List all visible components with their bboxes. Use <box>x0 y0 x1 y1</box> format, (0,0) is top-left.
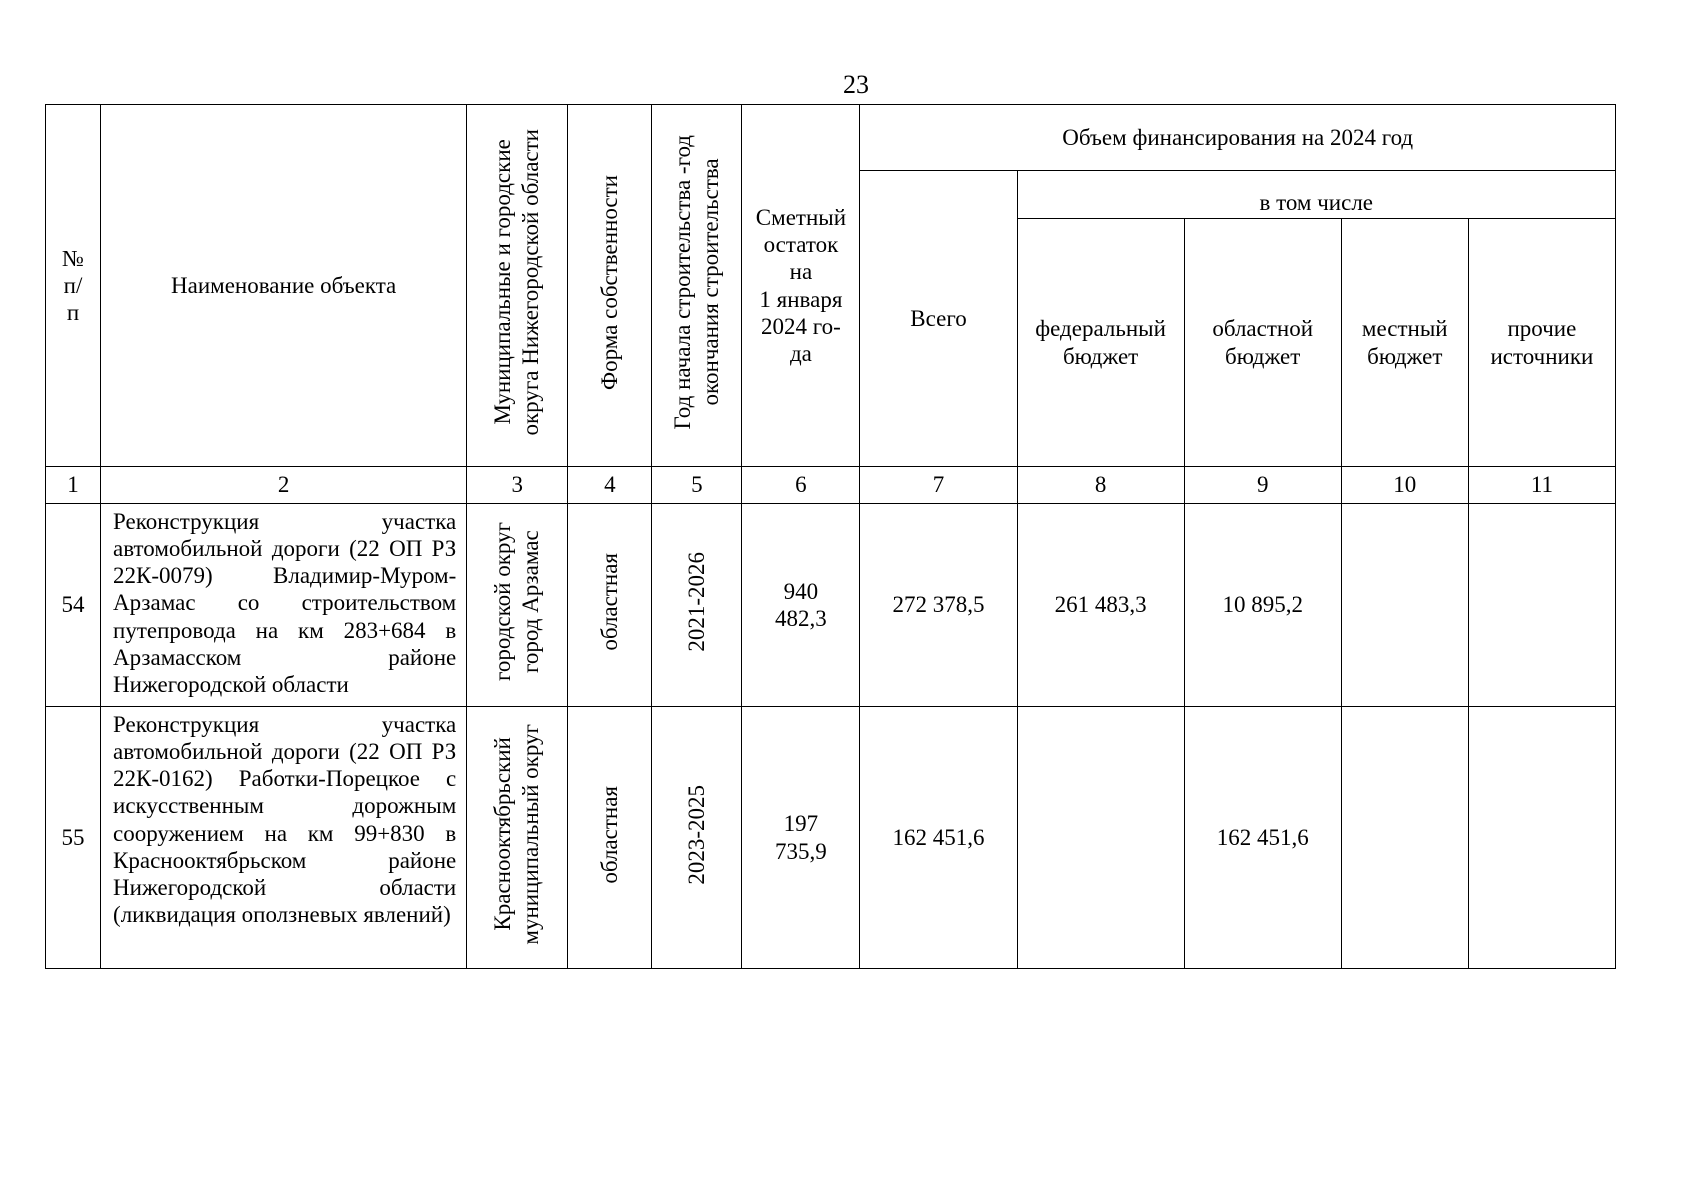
column-number: 3 <box>467 467 568 504</box>
column-number: 4 <box>568 467 652 504</box>
header-number: № п/ п <box>46 105 101 467</box>
construction-years: 2021-2026 <box>652 504 742 707</box>
municipality: городской округ город Арзамас <box>467 504 568 707</box>
investment-table <box>45 104 1616 969</box>
regional-amount: 162 451,6 <box>1184 707 1341 969</box>
row-number: 55 <box>46 707 101 969</box>
column-number: 5 <box>652 467 742 504</box>
regional-amount: 10 895,2 <box>1184 504 1341 707</box>
municipality: Краснооктябрьский муниципальный округ <box>467 707 568 969</box>
other-amount <box>1468 707 1615 969</box>
local-amount <box>1341 707 1468 969</box>
total-amount: 162 451,6 <box>860 707 1017 969</box>
ownership: областная <box>568 504 652 707</box>
header-local: местный бюджет <box>1341 219 1468 467</box>
header-row-1 <box>46 105 1616 171</box>
estimated-remainder: 940 482,3 <box>742 504 860 707</box>
table-row <box>46 707 1616 969</box>
header-ownership: Форма собственности <box>568 105 652 467</box>
header-years: Год начала строительства -год окончания строительства <box>652 105 742 467</box>
column-number: 9 <box>1184 467 1341 504</box>
federal-amount: 261 483,3 <box>1017 504 1184 707</box>
header-municipality: Муниципальные и городские округа Нижегородской области <box>467 105 568 467</box>
column-number-row <box>46 467 1616 504</box>
column-number: 7 <box>860 467 1017 504</box>
ownership: областная <box>568 707 652 969</box>
local-amount <box>1341 504 1468 707</box>
total-amount: 272 378,5 <box>860 504 1017 707</box>
table-row <box>46 504 1616 707</box>
column-number: 1 <box>46 467 101 504</box>
object-name: Реконструкция участка автомобильной дороги (22 ОП РЗ 22К-0079) Владимир-Муром-Арзамас со строительством путепровода на км 283+684 в Арзамасском районе Нижегородской области <box>101 504 467 707</box>
federal-amount <box>1017 707 1184 969</box>
header-federal: федеральный бюджет <box>1017 219 1184 467</box>
construction-years: 2023-2025 <box>652 707 742 969</box>
column-number: 2 <box>101 467 467 504</box>
column-number: 11 <box>1468 467 1615 504</box>
row-number: 54 <box>46 504 101 707</box>
column-number: 10 <box>1341 467 1468 504</box>
header-including: в том числе <box>1017 171 1615 219</box>
header-regional: областной бюджет <box>1184 219 1341 467</box>
column-number: 6 <box>742 467 860 504</box>
header-object-name: Наименование объекта <box>101 105 467 467</box>
header-funding: Объем финансирования на 2024 год <box>860 105 1616 171</box>
header-remainder: Сметный остаток на 1 января 2024 го- да <box>742 105 860 467</box>
column-number: 8 <box>1017 467 1184 504</box>
other-amount <box>1468 504 1615 707</box>
object-name: Реконструкция участка автомобильной дороги (22 ОП РЗ 22К-0162) Работки-Порецкое с искусственным дорожным сооружением на км 99+830 в Краснооктябрьском районе Нижегородской области (ликвидация оползневых явлений) <box>101 707 467 969</box>
header-total: Всего <box>860 171 1017 467</box>
page-number: 23 <box>843 70 869 99</box>
header-other: прочие источники <box>1468 219 1615 467</box>
estimated-remainder: 197 735,9 <box>742 707 860 969</box>
